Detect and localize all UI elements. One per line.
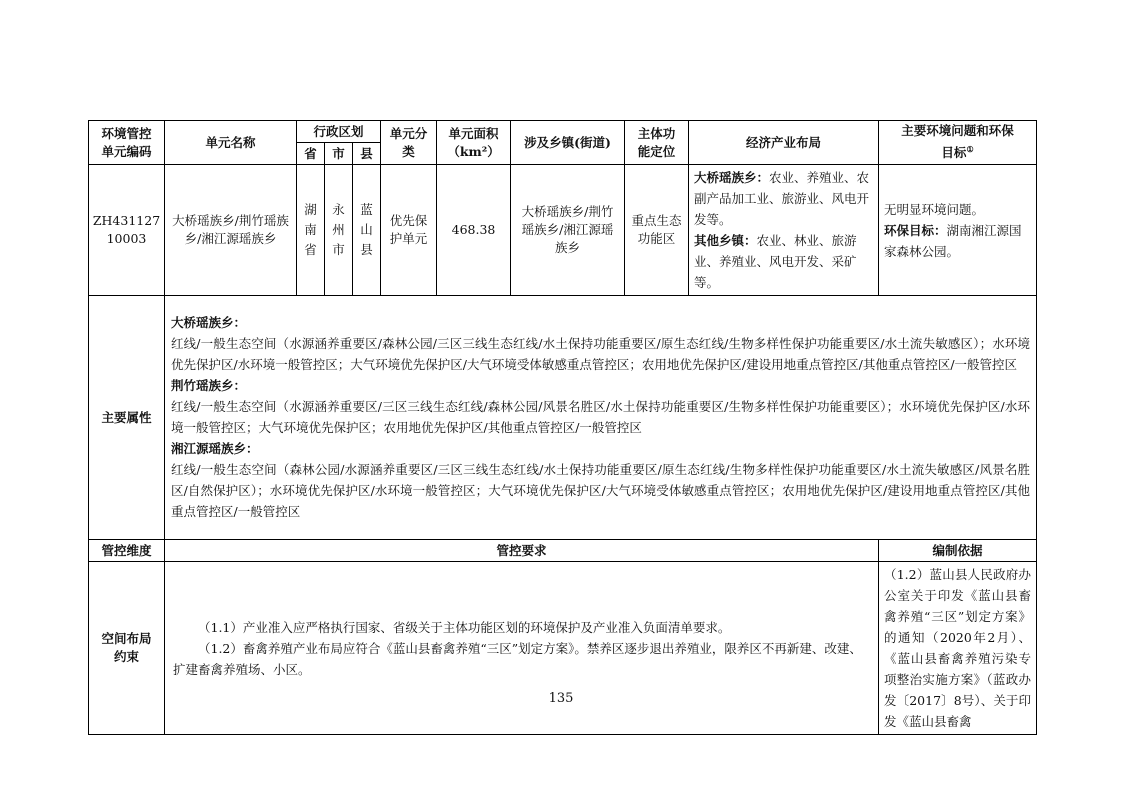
attributes-label: 主要属性 <box>89 296 165 540</box>
unit-county: 蓝 山 县 <box>353 165 381 296</box>
unit-area: 468.38 <box>437 165 511 296</box>
control-dimension: 空间布局 约束 <box>89 562 165 735</box>
header-admin-division: 行政区划 <box>297 121 381 143</box>
attr-town-xiangjiangyuan: 湘江源瑶族乡： <box>171 441 259 456</box>
requirement-1-2: （1.2）畜禽养殖产业布局应符合《蓝山县畜禽养殖“三区”划定方案》。禁养区逐步退出养殖业，限养区不再新建、改建、扩建畜禽养殖场、小区。 <box>173 640 862 677</box>
attributes-content <box>165 296 1037 540</box>
unit-table <box>88 120 1037 735</box>
header-unit-name: 单元名称 <box>165 121 297 165</box>
economy-label-daqiao: 大桥瑶族乡： <box>694 170 770 185</box>
issue-text: 无明显环境问题。 <box>884 201 985 217</box>
header-economy: 经济产业布局 <box>689 121 879 165</box>
header-province: 省 <box>297 143 325 165</box>
header-county: 县 <box>353 143 381 165</box>
header-towns: 涉及乡镇(街道) <box>511 121 625 165</box>
unit-code: ZH431127 10003 <box>89 165 165 296</box>
document-table-area <box>88 120 1036 735</box>
attr-town-daqiao: 大桥瑶族乡： <box>171 315 247 330</box>
unit-province: 湖 南 省 <box>297 165 325 296</box>
header-unit-code: 环境管控 单元编码 <box>89 121 165 165</box>
control-requirements <box>165 562 879 735</box>
header-city: 市 <box>325 143 353 165</box>
header-function: 主体功 能定位 <box>625 121 689 165</box>
attr-desc-daqiao: 红线/一般生态空间（水源涵养重要区/森林公园/三区三线生态红线/水土保持功能重要区/原生态红线/生物多样性保护功能重要区/水土流失敏感区）；水环境优先保护区/水环境一般管控区；大气环境优先保护区/大气环境受体敏感重点管控区；农用地优先保护区/建设用地重点管控区/其他重点管控区/一般管控区 <box>171 336 1031 372</box>
attr-desc-xiangjiangyuan: 红线/一般生态空间（森林公园/水源涵养重要区/三区三线生态红线/水土保持功能重要区/原生态红线/生物多样性保护功能重要区/水土流失敏感区/风景名胜区/自然保护区）；水环境优先保护区/水环境一般管控区；大气环境优先保护区/大气环境受体敏感重点管控区；农用地优先保护区/建设用地重点管控区/其他重点管控区/一般管控区 <box>171 462 1031 519</box>
goal-label: 环保目标： <box>884 222 947 238</box>
header-unit-area: 单元面积 （km²） <box>437 121 511 165</box>
header-control-dimension: 管控维度 <box>89 540 165 562</box>
control-basis: （1.2）蓝山县人民政府办公室关于印发《蓝山县畜禽养殖“三区”划定方案》的通知（2020年2月）、《蓝山县畜禽养殖污染专项整治实施方案》（蓝政办发〔2017〕8号）、关于印发《蓝山县畜禽 <box>879 562 1037 735</box>
header-unit-category: 单元分 类 <box>381 121 437 165</box>
unit-economy <box>689 165 879 296</box>
attr-desc-jingzhu: 红线/一般生态空间（水源涵养重要区/三区三线生态红线/森林公园/风景名胜区/水土保持功能重要区/生物多样性保护功能重要区）；水环境优先保护区/水环境一般管控区；大气环境优先保护区；农用地优先保护区/其他重点管控区/一般管控区 <box>171 399 1031 435</box>
requirement-1-1: （1.1）产业准入应严格执行国家、省级关于主体功能区划的环境保护及产业准入负面清单要求。 <box>198 619 731 635</box>
unit-towns: 大桥瑶族乡/荆竹瑶族乡/湘江源瑶族乡 <box>511 165 625 296</box>
goal-text: 湖南湘江源国家森林公园。 <box>884 222 1022 259</box>
unit-name: 大桥瑶族乡/荆竹瑶族乡/湘江源瑶族乡 <box>165 165 297 296</box>
unit-category: 优先保护单元 <box>381 165 437 296</box>
unit-city: 永 州 市 <box>325 165 353 296</box>
header-basis: 编制依据 <box>879 540 1037 562</box>
economy-text-daqiao: 农业、养殖业、农副产品加工业、旅游业、风电开发等。 <box>694 170 870 227</box>
economy-label-other: 其他乡镇： <box>694 233 757 248</box>
attr-town-jingzhu: 荆竹瑶族乡： <box>171 378 247 393</box>
header-issues: 主要环境问题和环保 目标① <box>879 121 1037 165</box>
unit-function: 重点生态功能区 <box>625 165 689 296</box>
header-control-requirements: 管控要求 <box>165 540 879 562</box>
economy-text-other: 农业、林业、旅游业、养殖业、风电开发、采矿等。 <box>694 233 857 290</box>
unit-issues <box>879 165 1037 296</box>
page-number: 135 <box>548 691 574 706</box>
